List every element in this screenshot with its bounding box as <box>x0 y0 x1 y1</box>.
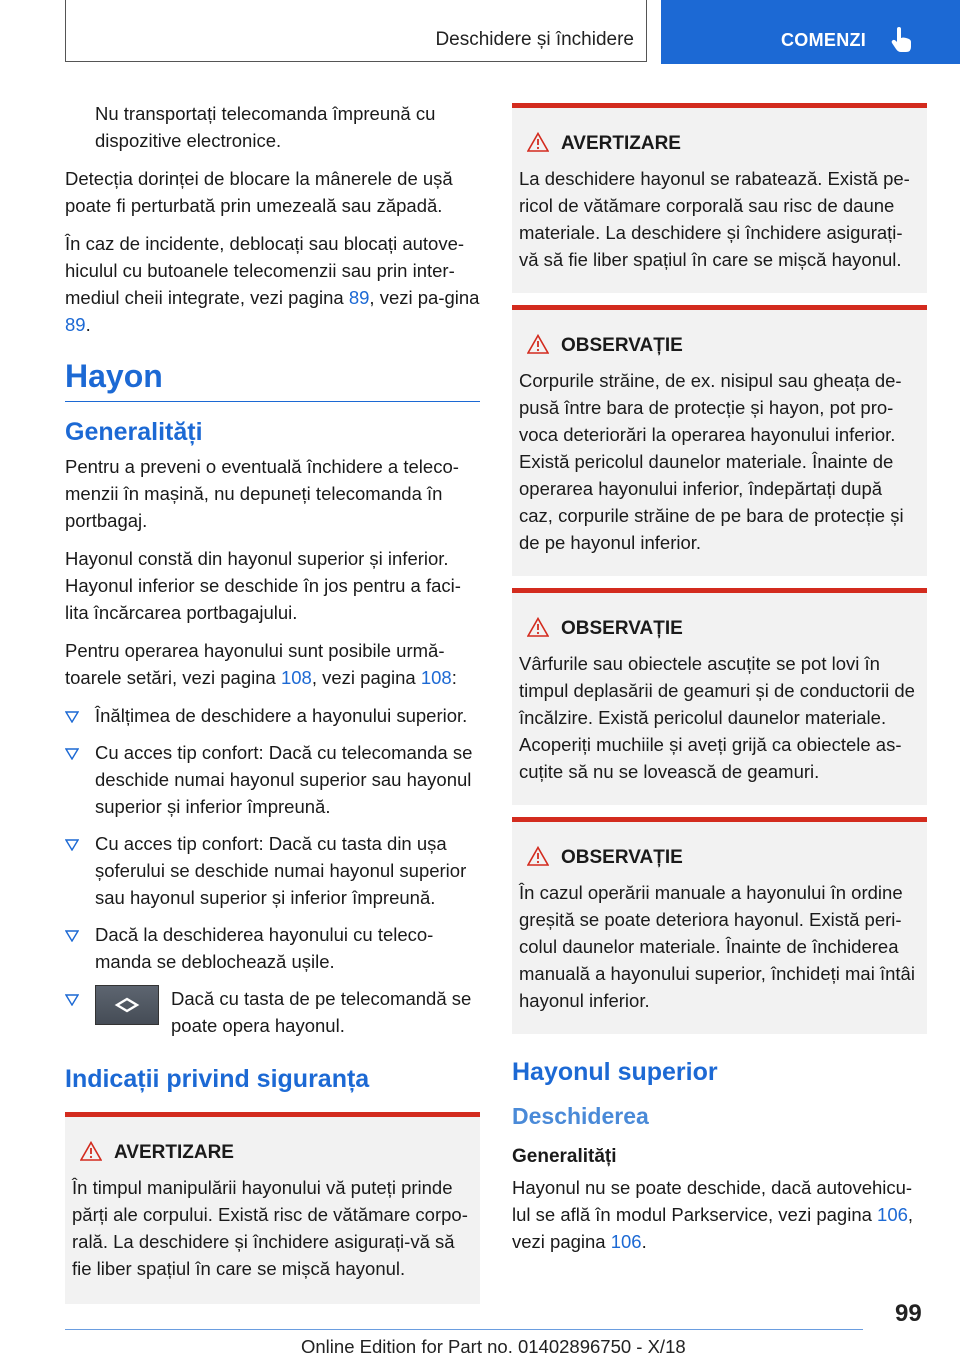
section-heading: Hayonul superior <box>512 1058 718 1086</box>
notice-header <box>519 334 920 357</box>
list-item <box>65 739 480 820</box>
list-item-text: Dacă la deschiderea hayonului cu teleco-manda se deblochează ușile. <box>95 924 434 972</box>
page-link[interactable]: 106 <box>610 1231 642 1252</box>
paragraph: Nu transportați telecomanda împreună cu dispozitive electronice. <box>95 103 436 151</box>
chapter-heading: Hayon <box>65 358 480 402</box>
text: Pentru operarea hayonului sunt posibile urmă-toarele setări, vezi pagina <box>65 640 445 688</box>
notice-text: În timpul manipulării hayonului vă puteți prinde părți ale corpului. Există risc de vătămare corpo-rală. La deschidere și închidere asigurați-vă să fie liber spațiul în care se mișcă hayonul. <box>72 1177 468 1279</box>
notice-box <box>512 588 927 805</box>
list-item-text: Înălțimea de deschidere a hayonului superior. <box>95 705 468 726</box>
notice-title: OBSERVAȚIE <box>561 335 683 356</box>
page-link[interactable]: 89 <box>348 287 370 308</box>
section-heading: Indicații privind siguranța <box>65 1065 370 1093</box>
text: În caz de incidente, deblocați sau blocați autove-hiculul cu butoanele telecomenzii sau prin inter-mediul cheii integrate, vezi pagina <box>65 233 465 308</box>
warning-triangle-icon <box>527 334 549 354</box>
notice-text: În cazul operării manuale a hayonului în ordine greșită se poate deteriora hayonul. Există peri-colul daunelor materiale. Înainte de închiderea manuală a hayonului superior, închideți mai întâi hayonul inferior. <box>519 882 915 1011</box>
notice-text: Vârfurile sau obiectele ascuțite se pot lovi în timpul deplasării de geamuri și de conductorii de încălzire. Există pericolul daunelor materiale. Acoperiți muchiile și aveți grijă ca obiectele as-cuțite să nu se lovească de geamuri. <box>519 653 915 782</box>
warning-triangle-icon <box>527 617 549 637</box>
text: , vezi pagina <box>512 1204 914 1252</box>
paragraph <box>65 230 480 338</box>
list-item-text: Dacă cu tasta de pe telecomandă se poate opera hayonul. <box>171 988 472 1036</box>
tab-label: COMENZI <box>781 30 867 50</box>
paragraph <box>512 1174 927 1255</box>
triangle-bullet-icon <box>65 994 79 1006</box>
settings-list <box>65 702 480 975</box>
triangle-bullet-icon <box>65 711 79 723</box>
text: : <box>451 667 457 688</box>
subsubsection-heading: Generalități <box>512 1146 617 1167</box>
notice-box <box>512 305 927 576</box>
subsection-heading: Deschiderea <box>512 1103 649 1129</box>
paragraph <box>65 637 480 691</box>
notice-text: La deschidere hayonul se rabatează. Există pe-ricol de vătămare corporală sau risc de daune materiale. La deschidere și închidere asigurați-vă să fie liber spațiul în care se mișcă hayonul. <box>519 168 910 270</box>
list-item-text: Cu acces tip confort: Dacă cu tasta din ușa șoferului se deschide numai hayonul superior sau hayonul superior și inferior împreună. <box>95 833 467 908</box>
text: , vezi pagina <box>311 667 421 688</box>
warning-triangle-icon <box>80 1141 102 1161</box>
notice-title: AVERTIZARE <box>114 1142 234 1163</box>
tailgate-key-icon <box>95 985 159 1025</box>
notice-header <box>72 1141 473 1164</box>
footer-edition: Online Edition for Part no. 01402896750 - X/18 <box>301 1336 686 1357</box>
page-link[interactable]: 106 <box>877 1204 908 1225</box>
page-number: 99 <box>895 1300 922 1327</box>
notice-text: Corpurile străine, de ex. nisipul sau gheața de-pusă între bara de protecție și hayon, pot pro-voca deteriorări la operarea hayonului inferior. Există pericolul daunelor materiale. Înainte de operarea hayonului inferior, îndepărtați după caz, corpurile străine de pe bara de protecție și de pe hayonul inferior. <box>519 370 904 553</box>
page-link[interactable]: 108 <box>280 667 312 688</box>
text: . <box>85 314 91 335</box>
notice-header <box>519 617 920 640</box>
triangle-bullet-icon <box>65 930 79 942</box>
notice-title: OBSERVAȚIE <box>561 847 683 868</box>
paragraph: Detecția dorinței de blocare la mânerele de ușă poate fi perturbată prin umezeală sau zăpadă. <box>65 168 453 216</box>
notice-title: OBSERVAȚIE <box>561 618 683 639</box>
triangle-bullet-icon <box>65 748 79 760</box>
notice-header <box>519 846 920 869</box>
notice-title: AVERTIZARE <box>561 133 681 154</box>
tab-comenzi[interactable] <box>661 0 960 64</box>
paragraph: Hayonul constă din hayonul superior și inferior. Hayonul inferior se deschide în jos pentru a faci-lita încărcarea portbagajului. <box>65 548 461 623</box>
warning-box <box>512 103 927 293</box>
section-heading: Generalități <box>65 418 203 446</box>
page-link[interactable]: 108 <box>420 667 452 688</box>
list-item <box>65 921 480 975</box>
list-item <box>65 830 480 911</box>
notice-header <box>519 132 920 155</box>
warning-box <box>65 1112 480 1304</box>
tailgate-symbol-icon <box>112 995 142 1015</box>
page-link[interactable]: 89 <box>65 314 86 335</box>
text: Hayonul nu se poate deschide, dacă autovehicu-lul se află în modul Parkservice, vezi pagina <box>512 1177 913 1225</box>
paragraph: Pentru a preveni o eventuală închidere a teleco-menzii în mașină, nu depuneți telecomanda în portbagaj. <box>65 456 459 531</box>
right-column <box>512 103 927 1266</box>
list-item <box>65 702 480 729</box>
pointing-hand-icon <box>891 27 915 53</box>
text: , vezi pa-gina <box>369 287 480 308</box>
warning-triangle-icon <box>527 846 549 866</box>
notice-box <box>512 817 927 1034</box>
section-title: Deschidere și închidere <box>435 29 634 50</box>
triangle-bullet-icon <box>65 839 79 851</box>
text: . <box>641 1231 647 1252</box>
left-column <box>65 100 480 1318</box>
header-section-box <box>65 0 647 62</box>
footer-divider <box>65 1329 863 1330</box>
list-item-text: Cu acces tip confort: Dacă cu telecomanda se deschide numai hayonul superior sau hayonul superior și inferior împreună. <box>95 742 473 817</box>
warning-triangle-icon <box>527 132 549 152</box>
list-item <box>65 985 480 1039</box>
